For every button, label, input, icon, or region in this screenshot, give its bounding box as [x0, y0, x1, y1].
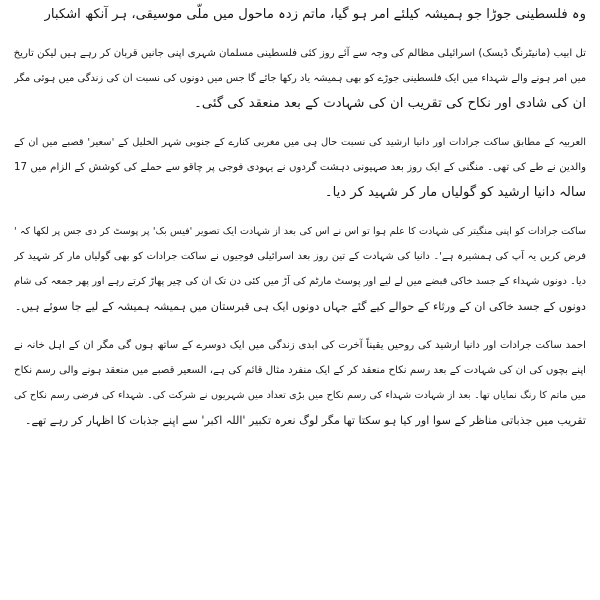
article-paragraph-3: [14, 219, 586, 319]
article-paragraph-1: [14, 41, 586, 116]
article-paragraph-4: [14, 333, 586, 433]
text-line: میں ماتم کا رنگ نمایاں تھا۔ بعد از شہادت شہداء کی رسم نکاح میں بڑی تعداد میں شہریوں نے شرکت کی۔ شہداء کی فرضی رسم نکاح کی: [14, 390, 586, 401]
article-headline: [14, 2, 586, 27]
article-paragraph-2: [14, 130, 586, 205]
text-line: ساکت جرادات کو اپنی منگیتر کی شہادت کا علم ہوا تو اس نے اس کی بعد از شہادت ایک تصویر 'فیس بک' پر پوسٹ کر دی جس پر لکھا کہ ': [14, 226, 586, 237]
text-line: میں امر ہونے والے شہداء میں ایک فلسطینی جوڑے کو بھی ہمیشہ یاد رکھا جائے گا جس میں دونوں کی نسبت ان کی زندگی میں ہوئی مگر: [14, 73, 586, 84]
text-line: احمد ساکت جرادات اور دانیا ارشید کی روحیں یقیناً آخرت کی ابدی زندگی میں ایک دوسرے کے ساتھ ہوں گی مگر ان کے اہل خانہ نے: [14, 340, 586, 351]
text-line: وہ فلسطینی جوڑا جو ہمیشہ کیلئے امر ہو گیا، ماتم زدہ ماحول میں ملّی موسیقی، ہر آنکھ اشکبار: [44, 7, 586, 22]
text-line: فرض کریں یہ آپ کی ہمشیرہ ہے'۔ دانیا کی شہادت کے تین روز بعد اسرائیلی فوجیوں نے ساکت جرادات کو بھی گولیاں مار کر شہید کر: [14, 251, 586, 262]
text-line: دیا۔ دونوں شہداء کے جسد خاکی قبضے میں لے لیے اور پوسٹ مارٹم کی آڑ میں کئی دن تک ان کی چیر پھاڑ کرتے رہے اور پھر جمعہ کی شام: [14, 276, 586, 287]
text-line: سالہ دانیا ارشید کو گولیاں مار کر شہید کر دیا۔: [324, 185, 586, 200]
text-line: تل ابیب (مانیٹرنگ ڈیسک) اسرائیلی مظالم کی وجہ سے آئے روز کئی فلسطینی مسلمان شہری اپنی جانیں قربان کر رہے ہیں لیکن تاریخ: [14, 48, 586, 59]
text-line: اپنے بچوں کی ان کی شہادت کے بعد رسم نکاح منعقد کر کے ایک منفرد مثال قائم کی ہے، السعیر قصبے میں منعقد ہونے والی رسم نکاح: [14, 365, 586, 376]
text-line: ان کی شادی اور نکاح کی تقریب ان کی شہادت کے بعد منعقد کی گئی۔: [194, 96, 586, 111]
text-line: تقریب میں جذباتی مناظر کے سوا اور کیا ہو سکتا تھا مگر لوگ نعرہ تکبیر 'اللہ اکبر' سے اپنے جذبات کا اظہار کر رہے تھے۔: [25, 414, 586, 427]
text-line: دونوں کے جسد خاکی ان کے ورثاء کے حوالے کیے گئے جہاں دونوں ایک ہی قبرستان میں ہمیشہ ہمیشہ کے لیے جا سوئے ہیں۔: [14, 300, 586, 313]
text-line: العربیہ کے مطابق ساکت جرادات اور دانیا ارشید کی نسبت حال ہی میں مغربی کنارے کے جنوبی شہر الخلیل کے 'سعیر' قصبے میں ان کے: [14, 137, 586, 148]
text-line: والدین نے طے کی تھی۔ منگنی کے ایک روز بعد صہیونی دہشت گردوں نے یہودی فوجی پر چاقو سے حملے کی کوشش کے الزام میں 17: [14, 162, 586, 173]
